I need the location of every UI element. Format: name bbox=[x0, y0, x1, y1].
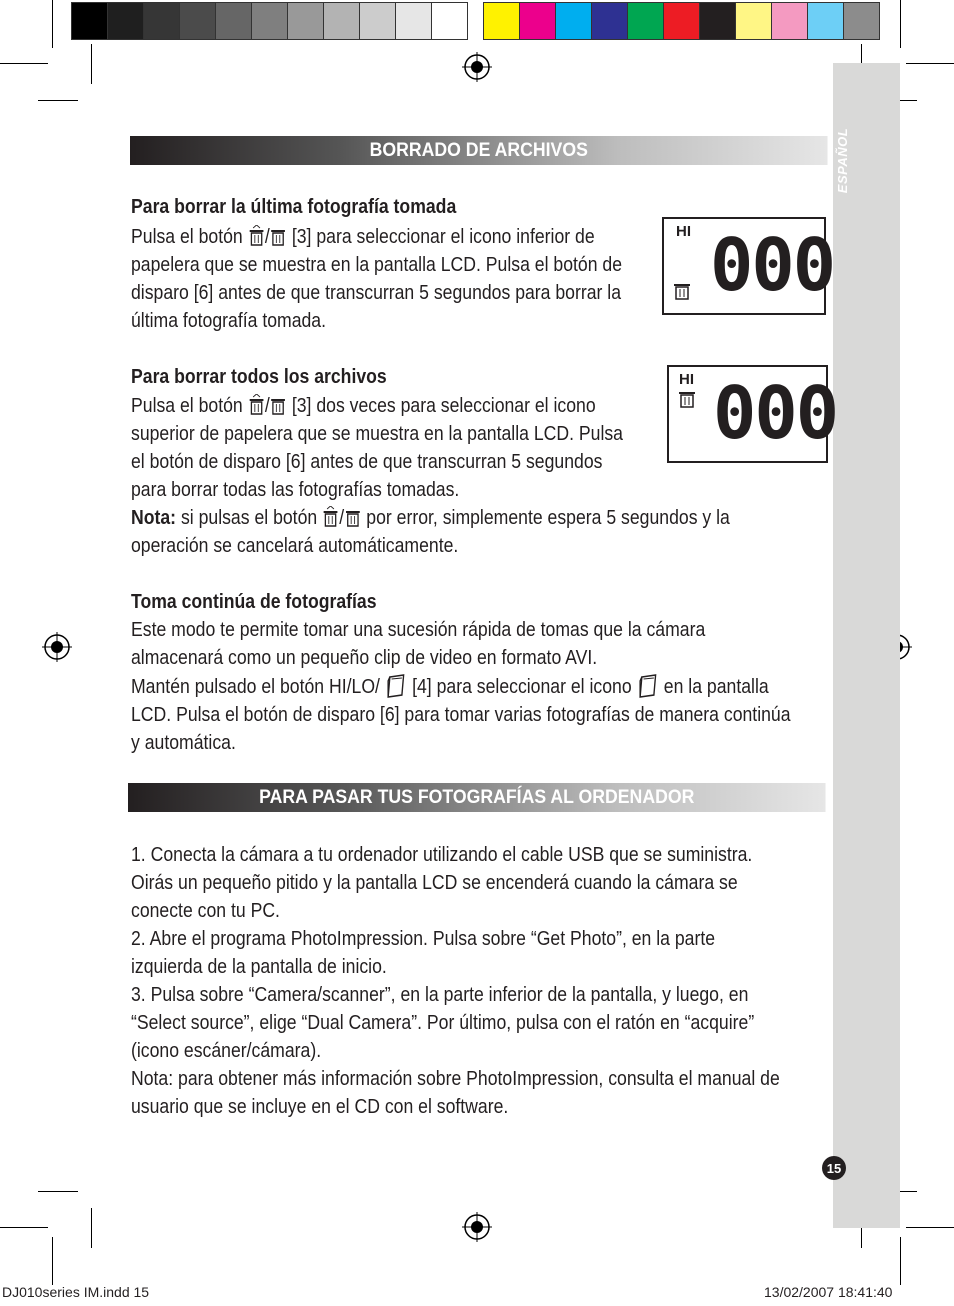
color-calibration-bar bbox=[483, 2, 880, 40]
trash-icon bbox=[672, 279, 692, 301]
paragraph-last-photo-line1: Pulsa el botón / [3] para seleccionar el icono inferior de bbox=[131, 225, 595, 248]
lcd-counter: 000 bbox=[710, 223, 835, 307]
paragraph-all-files-line2: superior de papelera que se muestra en la pantalla LCD. Pulsa bbox=[131, 422, 623, 445]
gray-swatch bbox=[288, 3, 324, 39]
gray-swatch bbox=[252, 3, 288, 39]
gray-swatch bbox=[180, 3, 216, 39]
instruction-line: conecte con tu PC. bbox=[131, 899, 280, 922]
lcd-display-bottom-trash bbox=[662, 217, 835, 315]
footer-timestamp: 13/02/2007 18:41:40 bbox=[764, 1284, 893, 1300]
instruction-line: (icono escáner/cámara). bbox=[131, 1039, 322, 1062]
burst-mode-icon bbox=[385, 673, 407, 699]
lcd-counter: 000 bbox=[713, 371, 838, 455]
language-side-tab bbox=[833, 63, 900, 1228]
footer-filename: DJ010series IM.indd 15 bbox=[2, 1284, 150, 1300]
paragraph-last-photo-line3: disparo [6] antes de que transcurran 5 segundos para borrar la bbox=[131, 281, 622, 304]
gray-swatch bbox=[324, 3, 360, 39]
instruction-line: 1. Conecta la cámara a tu ordenador utilizando el cable USB que se suministra. bbox=[131, 843, 753, 866]
gray-swatch bbox=[432, 3, 467, 39]
paragraph-all-files-line3: el botón de disparo [6] antes de que transcurran 5 segundos bbox=[131, 450, 603, 473]
section-header-ordenador: PARA PASAR TUS FOTOGRAFÍAS AL ORDENADOR bbox=[128, 783, 826, 812]
gray-swatch bbox=[396, 3, 432, 39]
section-header-borrado: BORRADO DE ARCHIVOS bbox=[130, 136, 828, 165]
language-label: ESPAÑOL bbox=[835, 127, 851, 193]
subheading-all-files: Para borrar todos los archivos bbox=[131, 365, 387, 388]
color-swatch bbox=[700, 3, 736, 39]
registration-mark-top bbox=[462, 52, 492, 82]
trash-icon bbox=[344, 506, 361, 528]
color-swatch bbox=[556, 3, 592, 39]
grayscale-calibration-bar bbox=[71, 2, 468, 40]
paragraph-continuous-line2: almacenará como un pequeño clip de video en formato AVI. bbox=[131, 646, 598, 669]
paragraph-continuous-line3: Mantén pulsado el botón HI/LO/ [4] para seleccionar el icono en la pantalla bbox=[131, 675, 769, 698]
instruction-line: Oirás un pequeño pitido y la pantalla LCD se encenderá cuando la cámara se bbox=[131, 871, 738, 894]
trash-icon bbox=[322, 506, 339, 528]
color-swatch bbox=[628, 3, 664, 39]
subheading-last-photo: Para borrar la última fotografía tomada bbox=[131, 195, 457, 218]
color-swatch bbox=[520, 3, 556, 39]
note-line1: Nota: si pulsas el botón / por error, simplemente espera 5 segundos y la bbox=[131, 506, 730, 529]
color-swatch bbox=[772, 3, 808, 39]
color-swatch bbox=[844, 3, 879, 39]
paragraph-continuous-line4: LCD. Pulsa el botón de disparo [6] para tomar varias fotografías de manera continúa bbox=[131, 703, 791, 726]
gray-swatch bbox=[360, 3, 396, 39]
gray-swatch bbox=[72, 3, 108, 39]
trash-icon bbox=[270, 225, 287, 247]
paragraph-last-photo-line4: última fotografía tomada. bbox=[131, 309, 327, 332]
paragraph-last-photo-line2: papelera que se muestra en la pantalla LCD. Pulsa el botón de bbox=[131, 253, 623, 276]
instruction-line: 3. Pulsa sobre “Camera/scanner”, en la parte inferior de la pantalla, y luego, en bbox=[131, 983, 749, 1006]
instruction-line: Nota: para obtener más información sobre PhotoImpression, consulta el manual de bbox=[131, 1067, 780, 1090]
registration-mark-bottom bbox=[462, 1212, 492, 1242]
instruction-line: usuario que se incluye en el CD con el software. bbox=[131, 1095, 509, 1118]
gray-swatch bbox=[216, 3, 252, 39]
paragraph-all-files-line1: Pulsa el botón / [3] dos veces para seleccionar el icono bbox=[131, 394, 596, 417]
gray-swatch bbox=[108, 3, 144, 39]
color-swatch bbox=[592, 3, 628, 39]
lcd-display-top-trash bbox=[667, 365, 838, 463]
burst-mode-icon bbox=[637, 673, 659, 699]
color-swatch bbox=[808, 3, 844, 39]
gray-swatch bbox=[144, 3, 180, 39]
color-swatch bbox=[664, 3, 700, 39]
instruction-line: izquierda de la pantalla de inicio. bbox=[131, 955, 387, 978]
trash-icon bbox=[248, 225, 265, 247]
paragraph-all-files-line4: para borrar todas las fotografías tomadas. bbox=[131, 478, 460, 501]
trash-icon bbox=[677, 387, 697, 409]
lcd-mode-label: HI bbox=[676, 223, 691, 240]
registration-mark-left bbox=[42, 632, 72, 662]
page-number-badge: 15 bbox=[822, 1156, 846, 1180]
paragraph-continuous-line5: y automática. bbox=[131, 731, 236, 754]
paragraph-continuous-line1: Este modo te permite tomar una sucesión rápida de tomas que la cámara bbox=[131, 618, 706, 641]
instruction-line: “Select source”, elige “Dual Camera”. Por último, pulsa con el ratón en “acquire” bbox=[131, 1011, 755, 1034]
color-swatch bbox=[484, 3, 520, 39]
note-line2: operación se cancelará automáticamente. bbox=[131, 534, 459, 557]
lcd-mode-label: HI bbox=[679, 371, 694, 388]
subheading-continuous: Toma continúa de fotografías bbox=[131, 590, 377, 613]
trash-icon bbox=[270, 394, 287, 416]
trash-icon bbox=[248, 394, 265, 416]
color-swatch bbox=[736, 3, 772, 39]
instruction-line: 2. Abre el programa PhotoImpression. Pulsa sobre “Get Photo”, en la parte bbox=[131, 927, 716, 950]
